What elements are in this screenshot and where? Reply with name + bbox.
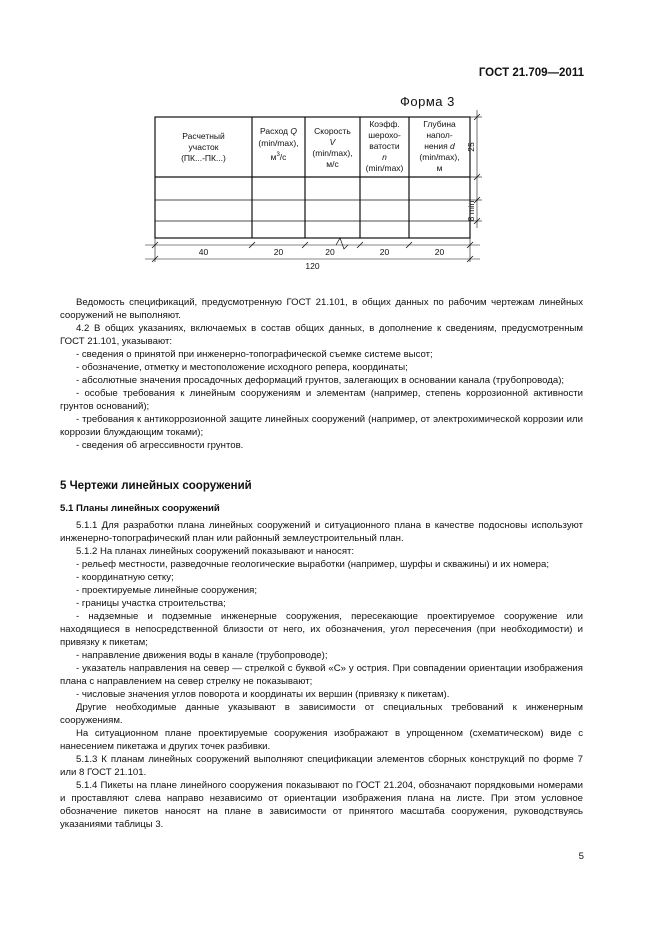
col3-line2: V <box>329 137 336 147</box>
list-item: - числовые значения углов поворота и координаты их вершин (привязку к пикетам). <box>76 689 450 700</box>
total-width: 120 <box>305 261 320 271</box>
form-3-table-drawing <box>0 0 661 300</box>
list-item: - проектируемые линейные сооружения; <box>76 585 257 596</box>
list-item: - сведения об агрессивности грунтов. <box>76 440 244 451</box>
col4-line1: Коэфф. <box>369 119 400 129</box>
col1-line2: участок <box>188 142 219 152</box>
col2-line1: Расход Q <box>259 126 298 136</box>
header-height: 25 <box>466 142 476 152</box>
list-item: - надземные и подземные инженерные сооружения, пересекающие проектируемое сооружение или находящиеся в непосредственной близости от него, их обозначения, угол пересечения (при необходимости) и привязку к пикетам; <box>60 611 583 648</box>
col3-line3: (min/max), <box>312 148 353 158</box>
width-col4: 20 <box>379 247 390 257</box>
col3-line4: м/с <box>326 159 339 169</box>
col5-line2: напол- <box>426 130 453 140</box>
list-item: - рельеф местности, разведочные геологические выработки (например, шурфы и скважины) и их номера; <box>76 559 549 570</box>
col5-line5: м <box>436 163 443 173</box>
list-item: - особые требования к линейным сооружениям и элементам (например, степень коррозионной активности грунтов оснований); <box>60 388 583 412</box>
form-label: Форма 3 <box>400 94 455 109</box>
body-text-upper <box>60 296 583 452</box>
col5-line4: (min/max), <box>419 152 460 162</box>
col3-line1: Скорость <box>314 126 351 136</box>
list-item: - указатель направления на север — стрелкой с буквой «С» у острия. При совпадении ориентации изображения плана с направлением на север стрелку не показывают; <box>60 663 583 687</box>
list-item: - обозначение, отметку и местоположение исходного репера, координаты; <box>76 362 408 373</box>
row-height: 8 min <box>466 200 476 222</box>
list-item: - границы участка строительства; <box>76 598 226 609</box>
col4-line3: ватости <box>369 141 400 151</box>
col1-line1: Расчетный <box>182 131 225 141</box>
paragraph: 5.1.3 К планам линейных сооружений выполняют спецификации элементов сборных конструкций по форме 7 или 8 ГОСТ 21.101. <box>60 754 583 778</box>
col1-line3: (ПК...-ПК...) <box>181 153 226 163</box>
col2-line3: $м^3/с$ <box>270 152 287 162</box>
paragraph: 5.1.1 Для разработки плана линейных сооружений и ситуационного плана в качестве подосновы используют инженерно-топографический план или районный землеустроительный план. <box>60 520 583 544</box>
page-number: 5 <box>578 851 584 862</box>
col4-line5: (min/max) <box>365 163 404 173</box>
width-col1: 40 <box>198 247 209 257</box>
col4-line2: шерохо- <box>368 130 401 140</box>
col4-line4: n <box>382 152 387 162</box>
document-code: ГОСТ 21.709—2011 <box>478 67 584 79</box>
col5-line3: нения d <box>424 141 455 151</box>
section-heading: 5 Чертежи линейных сооружений <box>60 480 252 492</box>
paragraph: На ситуационном плане проектируемые сооружения изображают в упрощенном (схематическом) виде с нанесением пикетажа и других точек разбивки. <box>60 728 583 752</box>
list-item: - координатную сетку; <box>76 572 174 583</box>
paragraph: 5.1.4 Пикеты на плане линейного сооружения показывают по ГОСТ 21.204, обозначают порядковыми номерами и проставляют слева направо независимо от ориентации изображения плана на листе. При этом условное обозначение пикетов наносят на плане в зависимости от принятого масштаба сооружения, руководствуясь указаниями таблицы 3. <box>60 780 583 830</box>
list-item: - направление движения воды в канале (трубопроводе); <box>76 650 328 661</box>
col2-line2: (min/max), <box>258 138 299 148</box>
paragraph: Ведомость спецификаций, предусмотренную ГОСТ 21.101, в общих данных по рабочим чертежам линейных сооружений не выполняют. <box>60 297 583 321</box>
list-item: - сведения о принятой при инженерно-топографической съемке системе высот; <box>76 349 433 360</box>
col5-line1: Глубина <box>423 119 456 129</box>
width-col5: 20 <box>434 247 445 257</box>
paragraph: 5.1.2 На планах линейных сооружений показывают и наносят: <box>76 546 355 557</box>
section-5 <box>60 480 583 493</box>
subsection-heading: 5.1 Планы линейных сооружений <box>60 503 220 514</box>
width-col2: 20 <box>273 247 284 257</box>
section-5-1 <box>60 502 583 831</box>
list-item: - требования к антикоррозионной защите линейных сооружений (например, от электрохимической коррозии или коррозии блуждающим токами); <box>60 414 583 438</box>
list-item: - абсолютные значения просадочных деформаций грунтов, залегающих в основании канала (трубопровода); <box>76 375 565 386</box>
paragraph: 4.2 В общих указаниях, включаемых в состав общих данных, в дополнение к сведениям, предусмотренным ГОСТ 21.101, указывают: <box>60 323 583 347</box>
paragraph: Другие необходимые данные указывают в зависимости от специальных требований к инженерным сооружениям. <box>60 702 583 726</box>
width-col3: 20 <box>325 247 335 257</box>
